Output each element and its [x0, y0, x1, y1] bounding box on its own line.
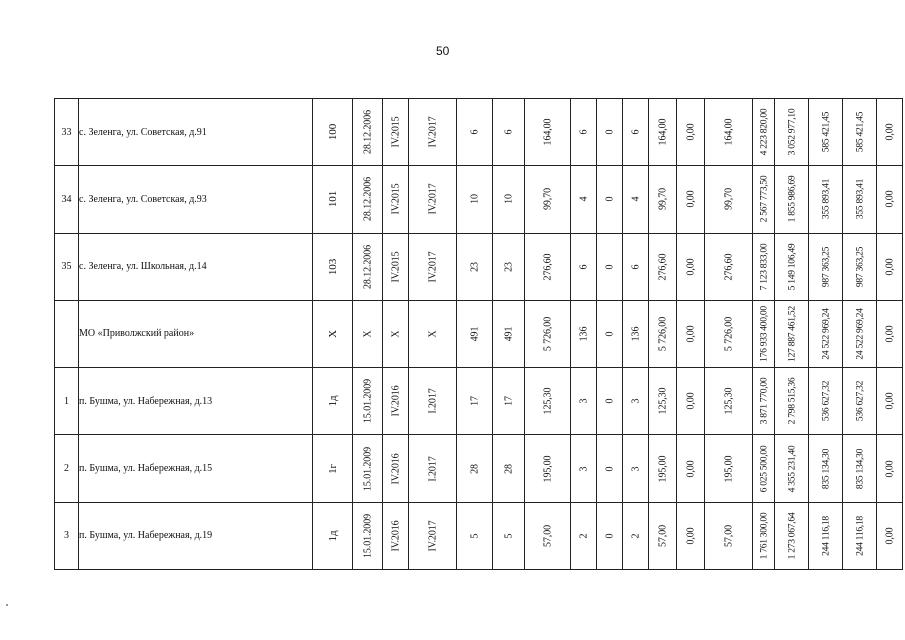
region-share-cell	[809, 233, 843, 300]
other-share-cell	[877, 233, 903, 300]
fund-share-value: 5 149 106,49	[786, 243, 797, 291]
area-d-value: 99,70	[723, 188, 734, 211]
cost-total-value: 7 123 833,00	[758, 243, 769, 291]
table-row	[55, 166, 903, 233]
area-d-cell	[705, 99, 753, 166]
apartments-c-value: 2	[630, 533, 641, 539]
apartments-c-value: 6	[630, 129, 641, 135]
end-period-cell	[409, 166, 457, 233]
apartments-c-cell	[623, 502, 649, 569]
area-total-value: 276,60	[542, 253, 553, 281]
cost-total-cell	[753, 300, 775, 367]
commission-date-cell	[353, 300, 383, 367]
area-d-cell	[705, 233, 753, 300]
area-d-value: 125,30	[723, 387, 734, 415]
region-share-value: 987 363,25	[820, 246, 831, 287]
apartments-b-cell	[597, 502, 623, 569]
address-cell: п. Бушма, ул. Набережная, д.15	[79, 435, 313, 502]
apartments-total-value: 3	[578, 398, 589, 404]
commission-date-value: X	[362, 330, 373, 338]
other-share-value: 0,00	[884, 459, 895, 478]
region-share-value: 244 116,18	[820, 515, 831, 556]
other-share-cell	[877, 300, 903, 367]
end-period-cell	[409, 435, 457, 502]
area-total-value: 5 726,00	[542, 316, 553, 352]
fund-share-value: 1 855 986,69	[786, 176, 797, 223]
area-d-value: 57,00	[723, 524, 734, 547]
end-period-cell	[409, 233, 457, 300]
residents-a-value: 491	[469, 326, 480, 342]
apartments-total-value: 6	[578, 264, 589, 270]
apartments-b-value: 0	[604, 129, 615, 135]
end-period-cell	[409, 502, 457, 569]
area-c-cell	[677, 435, 705, 502]
house-id-value: 100	[326, 124, 339, 141]
apartments-total-value: 3	[578, 466, 589, 471]
other-share-cell	[877, 99, 903, 166]
local-share-cell	[843, 502, 877, 569]
other-share-cell	[877, 368, 903, 435]
house-id-value: 1д	[326, 530, 339, 542]
local-share-cell	[843, 435, 877, 502]
residents-a-value: 6	[469, 129, 480, 135]
fund-share-value: 4 355 231,40	[786, 445, 797, 492]
apartments-b-value: 0	[604, 533, 615, 539]
area-c-value: 0,00	[685, 190, 696, 208]
apartments-c-value: 136	[630, 326, 641, 342]
region-share-cell	[809, 368, 843, 435]
residents-b-value: 6	[503, 129, 514, 135]
local-share-value: 835 134,30	[854, 448, 865, 489]
area-d-value: 195,00	[723, 455, 734, 482]
end-period-value: I.2017	[427, 455, 438, 482]
area-c-value: 0,00	[685, 123, 696, 141]
other-share-value: 0,00	[884, 325, 895, 343]
end-period-value: IV.2017	[427, 251, 438, 283]
area-b-value: 195,00	[657, 455, 668, 482]
apartments-c-value: 3	[630, 466, 641, 471]
start-period-value: IV.2016	[390, 520, 401, 552]
area-c-value: 0,00	[685, 527, 696, 545]
apartments-c-cell	[623, 368, 649, 435]
house-id-cell	[313, 435, 353, 502]
commission-date-cell	[353, 233, 383, 300]
cost-total-cell	[753, 502, 775, 569]
house-id-cell	[313, 166, 353, 233]
commission-date-value: 15.01.2009	[362, 513, 373, 558]
residents-b-value: 17	[503, 396, 514, 407]
area-b-value: 99,70	[657, 188, 668, 211]
apartments-b-cell	[597, 233, 623, 300]
commission-date-cell	[353, 99, 383, 166]
commission-date-value: 28.12.2006	[362, 110, 373, 155]
other-share-value: 0,00	[884, 527, 895, 545]
table-row	[55, 99, 903, 166]
table-row	[55, 233, 903, 300]
other-share-value: 0,00	[884, 190, 895, 208]
residents-b-cell	[493, 233, 525, 300]
area-c-cell	[677, 99, 705, 166]
cost-total-cell	[753, 368, 775, 435]
start-period-value: IV.2015	[390, 183, 401, 215]
commission-date-cell	[353, 502, 383, 569]
region-share-value: 585 421,45	[820, 112, 831, 153]
fund-share-cell	[775, 435, 809, 502]
local-share-value: 536 627,32	[854, 381, 865, 422]
start-period-cell	[383, 435, 409, 502]
row-number: 33	[55, 99, 79, 166]
local-share-value: 585 421,45	[854, 112, 865, 153]
fund-share-value: 2 798 515,36	[786, 377, 797, 425]
apartments-b-value: 0	[604, 264, 615, 270]
end-period-cell	[409, 300, 457, 367]
apartments-c-cell	[623, 300, 649, 367]
area-b-cell	[649, 166, 677, 233]
residents-b-cell	[493, 166, 525, 233]
residents-b-cell	[493, 300, 525, 367]
fund-share-cell	[775, 233, 809, 300]
start-period-value: IV.2016	[390, 385, 401, 417]
house-id-cell	[313, 368, 353, 435]
fund-share-cell	[775, 300, 809, 367]
area-d-cell	[705, 166, 753, 233]
fund-share-value: 3 052 977,10	[786, 108, 797, 156]
start-period-cell	[383, 99, 409, 166]
area-total-value: 99,70	[542, 188, 553, 211]
apartments-c-cell	[623, 166, 649, 233]
apartments-c-cell	[623, 435, 649, 502]
row-number: 35	[55, 233, 79, 300]
residents-a-value: 10	[469, 194, 480, 205]
fund-share-cell	[775, 502, 809, 569]
area-c-value: 0,00	[685, 325, 696, 343]
residents-b-value: 23	[503, 261, 514, 272]
apartments-c-cell	[623, 233, 649, 300]
apartments-c-value: 3	[630, 398, 641, 404]
table-row	[55, 435, 903, 502]
residents-a-cell	[457, 300, 493, 367]
local-share-value: 987 363,25	[854, 246, 865, 287]
apartments-c-cell	[623, 99, 649, 166]
area-total-value: 125,30	[542, 387, 553, 415]
area-c-value: 0,00	[685, 392, 696, 410]
area-c-cell	[677, 502, 705, 569]
area-total-cell	[525, 233, 571, 300]
local-share-value: 355 893,41	[854, 179, 865, 220]
area-c-cell	[677, 166, 705, 233]
area-d-cell	[705, 368, 753, 435]
other-share-cell	[877, 502, 903, 569]
start-period-value: IV.2016	[390, 453, 401, 485]
apartments-c-value: 4	[630, 196, 641, 202]
other-share-value: 0,00	[884, 123, 895, 141]
cost-total-cell	[753, 99, 775, 166]
start-period-cell	[383, 368, 409, 435]
other-share-cell	[877, 435, 903, 502]
fund-share-value: 1 273 067,64	[786, 512, 797, 560]
apartments-total-value: 6	[578, 129, 589, 135]
address-cell: МО «Приволжский район»	[79, 300, 313, 367]
apartments-total-value: 136	[578, 326, 589, 342]
table-row	[55, 368, 903, 435]
house-id-cell	[313, 502, 353, 569]
house-id-cell	[313, 300, 353, 367]
local-share-cell	[843, 300, 877, 367]
commission-date-value: 28.12.2006	[362, 244, 373, 289]
area-total-cell	[525, 435, 571, 502]
commission-date-value: 15.01.2009	[362, 379, 373, 424]
area-c-cell	[677, 300, 705, 367]
start-period-value: IV.2015	[390, 251, 401, 283]
area-total-cell	[525, 502, 571, 569]
residents-a-value: 23	[469, 261, 480, 272]
commission-date-cell	[353, 368, 383, 435]
table-row	[55, 300, 903, 367]
row-number	[55, 300, 79, 367]
commission-date-cell	[353, 166, 383, 233]
end-period-value: I.2017	[427, 388, 438, 414]
area-b-cell	[649, 233, 677, 300]
commission-date-value: 15.01.2009	[362, 446, 373, 491]
residents-a-cell	[457, 99, 493, 166]
apartments-b-value: 0	[604, 398, 615, 404]
other-share-cell	[877, 166, 903, 233]
apartments-total-cell	[571, 99, 597, 166]
local-share-cell	[843, 368, 877, 435]
residents-a-cell	[457, 166, 493, 233]
house-id-value: X	[326, 330, 339, 338]
row-number: 34	[55, 166, 79, 233]
end-period-value: IV.2017	[427, 520, 438, 552]
residents-a-cell	[457, 233, 493, 300]
page-number: 50	[436, 44, 450, 58]
area-d-cell	[705, 300, 753, 367]
area-b-cell	[649, 300, 677, 367]
residents-a-value: 5	[469, 533, 480, 539]
residents-b-cell	[493, 99, 525, 166]
area-d-cell	[705, 435, 753, 502]
cost-total-cell	[753, 233, 775, 300]
fund-share-cell	[775, 99, 809, 166]
scan-speck	[6, 604, 8, 606]
apartments-total-value: 2	[578, 533, 589, 539]
residents-b-value: 5	[503, 533, 514, 539]
region-share-value: 24 522 969,24	[820, 308, 831, 360]
cost-total-value: 176 933 400,00	[758, 306, 769, 362]
area-total-cell	[525, 368, 571, 435]
end-period-value: IV.2017	[427, 183, 438, 215]
area-c-value: 0,00	[685, 459, 696, 478]
apartments-total-cell	[571, 502, 597, 569]
cost-total-value: 2 567 773,50	[758, 176, 769, 223]
end-period-cell	[409, 368, 457, 435]
local-share-value: 244 116,18	[854, 515, 865, 556]
apartments-b-value: 0	[604, 466, 615, 471]
residents-b-value: 491	[503, 326, 514, 342]
address-cell: с. Зеленга, ул. Советская, д.91	[79, 99, 313, 166]
cost-total-value: 1 761 300,00	[758, 512, 769, 560]
local-share-value: 24 522 969,24	[854, 308, 865, 360]
commission-date-value: 28.12.2006	[362, 177, 373, 222]
residents-b-cell	[493, 502, 525, 569]
residents-a-value: 17	[469, 396, 480, 407]
area-b-value: 276,60	[657, 253, 668, 281]
house-id-cell	[313, 233, 353, 300]
residents-b-cell	[493, 435, 525, 502]
apartment-table	[54, 98, 903, 570]
start-period-cell	[383, 502, 409, 569]
apartments-b-cell	[597, 368, 623, 435]
area-b-cell	[649, 502, 677, 569]
house-id-value: 103	[326, 258, 339, 275]
row-number: 2	[55, 435, 79, 502]
house-id-cell	[313, 99, 353, 166]
apartments-b-cell	[597, 99, 623, 166]
apartments-total-cell	[571, 166, 597, 233]
area-d-cell	[705, 502, 753, 569]
address-cell: п. Бушма, ул. Набережная, д.13	[79, 368, 313, 435]
row-number: 3	[55, 502, 79, 569]
fund-share-value: 127 887 461,52	[786, 306, 797, 362]
fund-share-cell	[775, 368, 809, 435]
area-total-value: 57,00	[542, 524, 553, 547]
other-share-value: 0,00	[884, 392, 895, 410]
area-b-value: 5 726,00	[657, 316, 668, 352]
local-share-cell	[843, 166, 877, 233]
cost-total-value: 6 025 500,00	[758, 445, 769, 492]
apartments-total-cell	[571, 300, 597, 367]
apartments-total-cell	[571, 368, 597, 435]
residents-a-cell	[457, 368, 493, 435]
commission-date-cell	[353, 435, 383, 502]
house-id-value: 1д	[326, 395, 339, 407]
start-period-cell	[383, 300, 409, 367]
start-period-value: X	[390, 330, 401, 338]
area-b-value: 164,00	[657, 118, 668, 146]
residents-b-value: 28	[503, 463, 514, 474]
start-period-cell	[383, 166, 409, 233]
region-share-cell	[809, 435, 843, 502]
cost-total-value: 3 871 770,00	[758, 377, 769, 425]
cost-total-cell	[753, 435, 775, 502]
region-share-cell	[809, 99, 843, 166]
area-b-cell	[649, 368, 677, 435]
house-id-value: 101	[326, 191, 339, 208]
apartments-b-cell	[597, 435, 623, 502]
area-total-cell	[525, 99, 571, 166]
area-b-cell	[649, 99, 677, 166]
address-cell: п. Бушма, ул. Набережная, д.19	[79, 502, 313, 569]
region-share-cell	[809, 166, 843, 233]
other-share-value: 0,00	[884, 258, 895, 276]
start-period-cell	[383, 233, 409, 300]
start-period-value: IV.2015	[390, 116, 401, 148]
address-cell: с. Зеленга, ул. Школьная, д.14	[79, 233, 313, 300]
local-share-cell	[843, 233, 877, 300]
apartments-c-value: 6	[630, 264, 641, 270]
region-share-value: 835 134,30	[820, 448, 831, 489]
area-total-cell	[525, 300, 571, 367]
area-c-cell	[677, 368, 705, 435]
apartments-total-cell	[571, 435, 597, 502]
residents-a-value: 28	[469, 463, 480, 474]
area-d-value: 276,60	[723, 253, 734, 281]
cost-total-value: 4 223 820,00	[758, 108, 769, 156]
apartments-b-cell	[597, 166, 623, 233]
region-share-value: 536 627,32	[820, 381, 831, 422]
residents-b-cell	[493, 368, 525, 435]
residents-b-value: 10	[503, 194, 514, 205]
area-c-cell	[677, 233, 705, 300]
region-share-cell	[809, 502, 843, 569]
local-share-cell	[843, 99, 877, 166]
cost-total-cell	[753, 166, 775, 233]
residents-a-cell	[457, 502, 493, 569]
area-total-value: 195,00	[542, 455, 553, 482]
end-period-value: X	[427, 330, 438, 338]
area-d-value: 5 726,00	[723, 316, 734, 352]
fund-share-cell	[775, 166, 809, 233]
table-row	[55, 502, 903, 569]
region-share-cell	[809, 300, 843, 367]
end-period-value: IV.2017	[427, 116, 438, 148]
area-b-cell	[649, 435, 677, 502]
area-b-value: 125,30	[657, 387, 668, 415]
house-id-value: 1г	[326, 463, 339, 474]
region-share-value: 355 893,41	[820, 179, 831, 220]
residents-a-cell	[457, 435, 493, 502]
row-number: 1	[55, 368, 79, 435]
area-total-cell	[525, 166, 571, 233]
area-b-value: 57,00	[657, 524, 668, 547]
apartments-b-value: 0	[604, 331, 615, 337]
area-total-value: 164,00	[542, 118, 553, 146]
apartments-b-value: 0	[604, 196, 615, 202]
area-c-value: 0,00	[685, 258, 696, 276]
apartments-b-cell	[597, 300, 623, 367]
address-cell: с. Зеленга, ул. Советская, д.93	[79, 166, 313, 233]
apartments-total-value: 4	[578, 196, 589, 202]
end-period-cell	[409, 99, 457, 166]
apartments-total-cell	[571, 233, 597, 300]
area-d-value: 164,00	[723, 118, 734, 146]
